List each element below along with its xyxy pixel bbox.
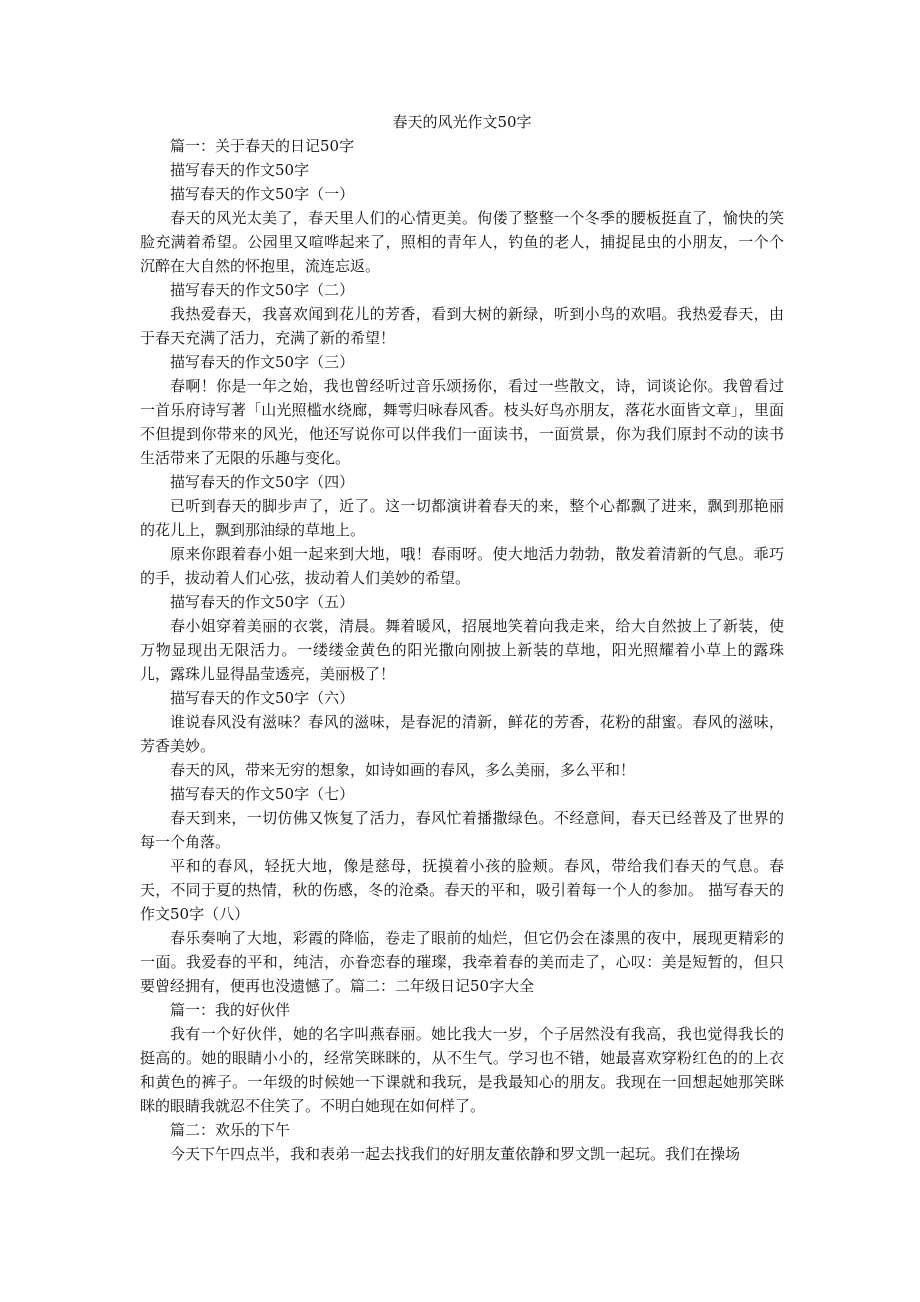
section-heading: 描写春天的作文50字	[170, 161, 310, 179]
section-heading: 描写春天的作文50字（三）	[170, 353, 355, 371]
paragraph: 我热爱春天，我喜欢闻到花儿的芳香，看到大树的新绿，听到小鸟的欢唱。我热爱春天，由于春天充满了活力，充满了新的希望！	[140, 305, 784, 347]
document-page	[140, 110, 784, 1166]
section-heading: 描写春天的作文50字（四）	[170, 473, 355, 491]
paragraph: 春天的风，带来无穷的想象，如诗如画的春风，多么美丽，多么平和！	[170, 761, 636, 779]
paragraph: 春乐奏响了大地，彩霞的降临，卷走了眼前的灿烂，但它仍会在漆黑的夜中，展现更精彩的一面。我爱春的平和，纯洁，亦眷恋春的璀璨，我牵着春的美而走了，心叹：美是短暂的，但只要曾经拥有，便再也没遗憾了。篇二：二年级日记50字大全	[140, 929, 784, 995]
section-heading: 描写春天的作文50字（二）	[170, 281, 355, 299]
section-heading: 描写春天的作文50字（六）	[170, 689, 355, 707]
section-heading: 篇二：欢乐的下午	[170, 1121, 291, 1139]
section-heading: 描写春天的作文50字（五）	[170, 593, 355, 611]
section-heading: 篇一：我的好伙伴	[170, 1001, 291, 1019]
paragraph: 我有一个好伙伴，她的名字叫燕春丽。她比我大一岁，个子居然没有我高，我也觉得我长的挺高的。她的眼睛小小的，经常笑眯眯的，从不生气。学习也不错，她最喜欢穿粉红色的的上衣和黄色的裤子。一年级的时候她一下课就和我玩，是我最知心的朋友。我现在一回想起她那笑眯眯的眼睛我就忍不住笑了。不明白她现在如何样了。	[140, 1025, 784, 1115]
paragraph: 春天到来，一切仿佛又恢复了活力，春风忙着播撒绿色。不经意间，春天已经普及了世界的每一个角落。	[140, 809, 784, 851]
paragraph: 春小姐穿着美丽的衣裳，清晨。舞着暖风，招展地笑着向我走来，给大自然披上了新装，使万物显现出无限活力。一缕缕金黄色的阳光撒向刚披上新装的草地，阳光照耀着小草上的露珠儿，露珠儿显得晶莹透亮，美丽极了！	[140, 617, 784, 683]
paragraph: 春天的风光太美了，春天里人们的心情更美。佝偻了整整一个冬季的腰板挺直了，愉快的笑脸充满着希望。公园里又喧哗起来了，照相的青年人，钓鱼的老人，捕捉昆虫的小朋友，一个个沉醉在大自然的怀抱里，流连忘返。	[140, 209, 784, 275]
section-heading: 描写春天的作文50字（七）	[170, 785, 355, 803]
section-heading: 篇一：关于春天的日记50字	[170, 137, 355, 155]
paragraph: 原来你跟着春小姐一起来到大地，哦！春雨呀。使大地活力勃勃，散发着清新的气息。乖巧的手，拔动着人们心弦，拔动着人们美妙的希望。	[140, 545, 784, 587]
paragraph: 春啊！你是一年之始，我也曾经听过音乐颂扬你，看过一些散文，诗，词谈论你。我曾看过一首乐府诗写著「山光照槛水绕廊，舞雩归咏春风香。枝头好鸟亦朋友，落花水面皆文章」，里面不但提到你带来的风光，他还写说你可以伴我们一面读书，一面赏景，你为我们原封不动的读书生活带来了无限的乐趣与变化。	[140, 377, 784, 467]
paragraph: 平和的春风，轻抚大地，像是慈母，抚摸着小孩的脸颊。春风，带给我们春天的气息。春天，不同于夏的热情，秋的伤感，冬的沧桑。春天的平和，吸引着每一个人的参加。 描写春天的作文50字（八）	[140, 857, 784, 923]
paragraph: 今天下午四点半，我和表弟一起去找我们的好朋友董依静和罗文凯一起玩。我们在操场	[170, 1145, 741, 1163]
paragraph: 谁说春风没有滋味？春风的滋味，是春泥的清新，鲜花的芳香，花粉的甜蜜。春风的滋味，芳香美妙。	[140, 713, 784, 755]
document-body	[140, 134, 784, 1166]
paragraph: 已听到春天的脚步声了，近了。这一切都演讲着春天的来，整个心都飘了进来，飘到那艳丽的花儿上，飘到那油绿的草地上。	[140, 497, 784, 539]
section-heading: 描写春天的作文50字（一）	[170, 185, 355, 203]
document-title: 春天的风光作文50字	[392, 113, 532, 131]
